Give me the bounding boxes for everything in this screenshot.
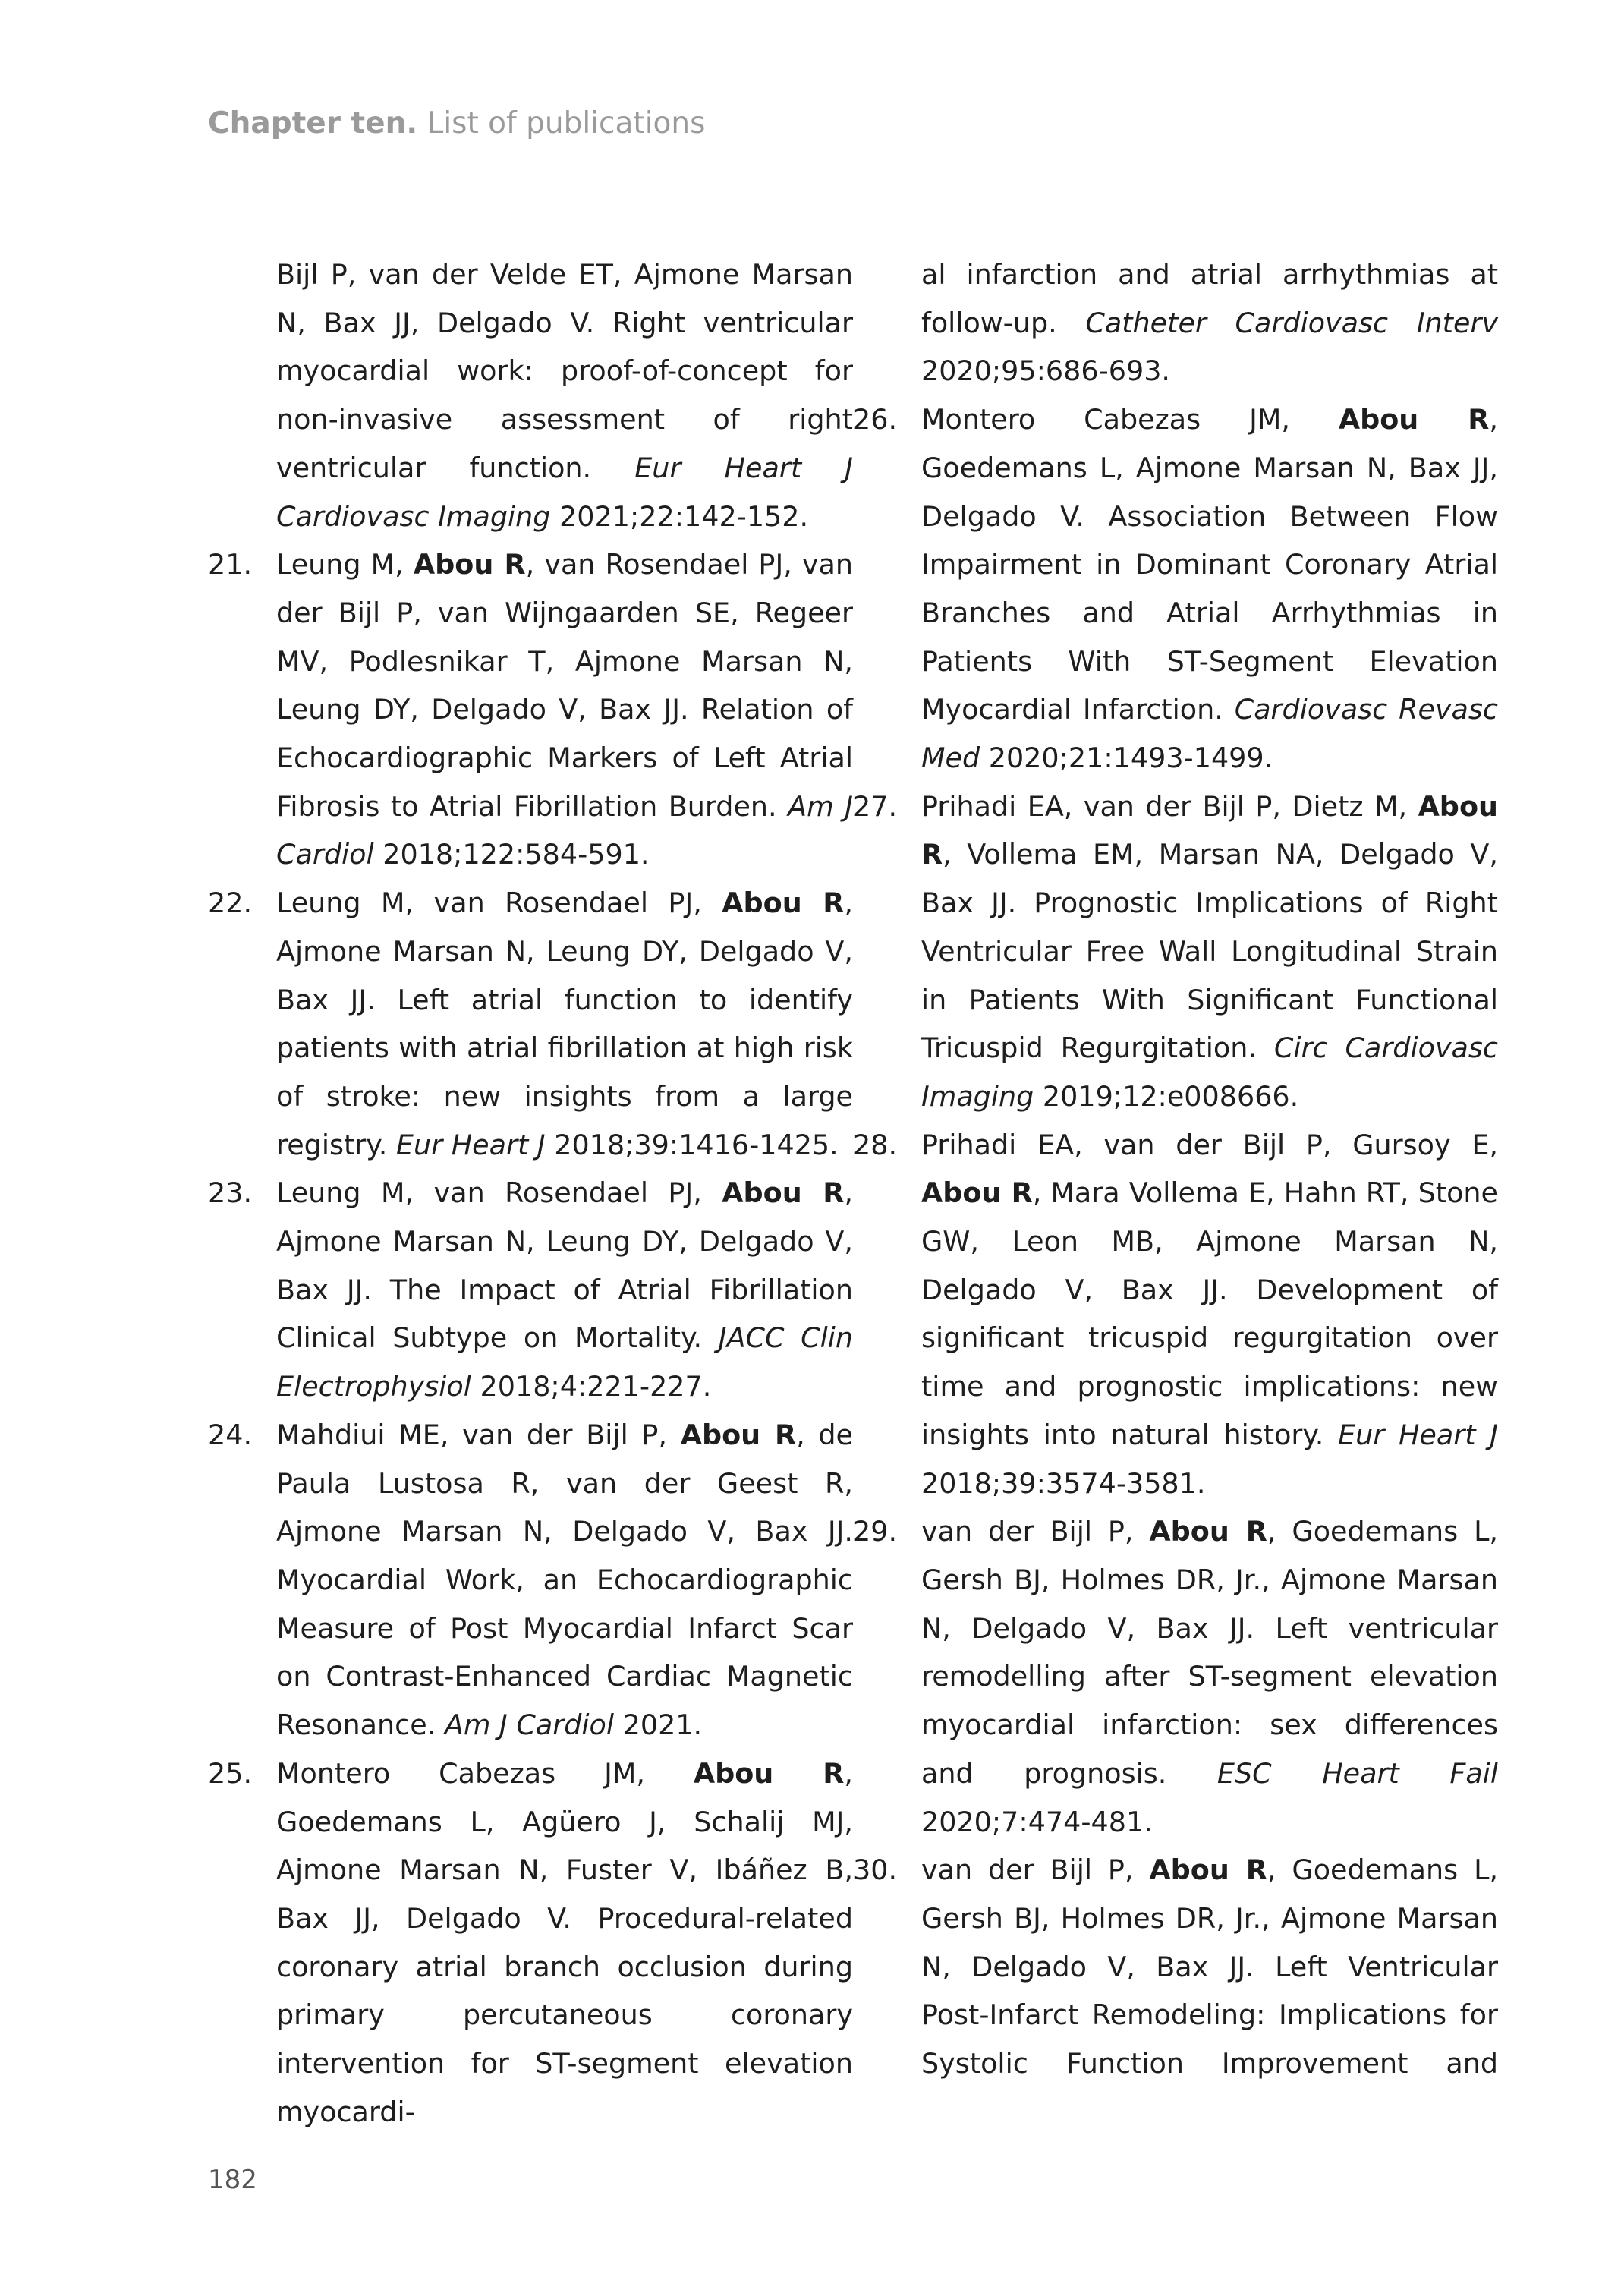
entry-number: 22. <box>208 887 253 920</box>
publication-entry <box>853 1846 1498 2088</box>
entry-text <box>276 1749 853 2137</box>
highlighted-author: Abou R <box>1338 403 1490 436</box>
entry-text <box>921 1507 1498 1846</box>
citation-text: 2018;122:584-591. <box>373 838 650 871</box>
citation-text: 2018;39:1416-1425. <box>545 1128 839 1161</box>
publication-entry <box>853 1507 1498 1846</box>
running-header <box>208 106 705 140</box>
citation-text: , Mara Vollema E, Hahn RT, Stone GW, Leon MB, Ajmone Marsan N, Delgado V, Bax JJ. Development of significant tricuspid regurgitation over time and prognostic implications: new insights into natural history. <box>921 1176 1499 1451</box>
entry-number: 21. <box>208 548 253 581</box>
citation-text: 2018;4:221-227. <box>471 1370 712 1403</box>
highlighted-author: Abou R <box>722 887 845 920</box>
citation-text: Montero Cabezas JM, <box>921 403 1339 436</box>
citation-text: Mahdiui ME, van der Bijl P, <box>276 1418 681 1451</box>
journal-name: ESC Heart Fail <box>1216 1756 1498 1790</box>
entry-text <box>276 879 853 1169</box>
chapter-title: List of publications <box>417 106 706 140</box>
publication-entry <box>208 1749 853 2137</box>
citation-text: , van Rosendael PJ, van der Bijl P, van Wijngaarden SE, Regeer MV, Podlesnikar T, Ajmone Marsan N, Leung DY, Delgado V, Bax JJ. Relation of Echocardiographic Markers of Left Atrial Fibrosis to Atrial Fibrillation Burden. <box>276 548 854 823</box>
chapter-label: Chapter ten. <box>208 106 418 140</box>
highlighted-author: Abou R <box>921 1176 1033 1210</box>
citation-text: Prihadi EA, van der Bijl P, Dietz M, <box>921 789 1418 823</box>
page-number: 182 <box>208 2165 257 2195</box>
publication-list-right <box>853 395 1498 2088</box>
journal-name: Circ Cardiovasc Imaging <box>921 1031 1498 1113</box>
publication-entry <box>208 879 853 1169</box>
journal-name: Am J Cardiol <box>444 1709 615 1742</box>
citation-text: Leung M, van Rosendael PJ, <box>276 1176 722 1210</box>
entry-number: 27. <box>853 789 898 823</box>
citation-text: , Ajmone Marsan N, Leung DY, Delgado V, Bax JJ. Left atrial function to identify patients with atrial fibrillation at high risk of stroke: new insights from a large registry. <box>276 887 854 1161</box>
publication-entry <box>208 540 853 879</box>
entry-number: 26. <box>853 403 898 436</box>
highlighted-author: Abou R <box>722 1176 845 1210</box>
citation-text: Leung M, van Rosendael PJ, <box>276 887 722 920</box>
publication-list-left <box>208 540 853 2136</box>
highlighted-author: Abou R <box>680 1418 797 1451</box>
journal-name: Eur Heart J <box>395 1128 546 1161</box>
citation-text: 2021;22:142-152. <box>550 499 809 533</box>
journal-name: Eur Heart J <box>1338 1418 1498 1451</box>
citation-text: 2020;95:686-693. <box>921 354 1171 388</box>
entry-text <box>921 250 1498 395</box>
citation-text: Leung M, <box>276 548 414 581</box>
entry-number: 24. <box>208 1418 253 1451</box>
publication-entry <box>208 1411 853 1749</box>
entry-number: 23. <box>208 1176 253 1210</box>
citation-text: , de Paula Lustosa R, van der Geest R, Ajmone Marsan N, Delgado V, Bax JJ. Myocardial Work, an Echocardiographic Measure of Post Myocardial Infarct Scar on Contrast-Enhanced Cardiac Magnetic Resonance. <box>276 1418 853 1742</box>
citation-text: Montero Cabezas JM, <box>276 1756 694 1790</box>
entry-number: 30. <box>853 1853 898 1887</box>
highlighted-author: Abou R <box>693 1756 845 1790</box>
right-column <box>853 250 1498 2088</box>
entry-number: 28. <box>853 1128 898 1161</box>
citation-text: 2020;7:474-481. <box>921 1805 1153 1838</box>
citation-text: 2018;39:3574-3581. <box>921 1466 1206 1500</box>
left-column <box>208 250 853 2136</box>
publication-entry <box>853 1121 1498 1508</box>
entry-text <box>276 1169 853 1411</box>
citation-text: 2019;12:e008666. <box>1034 1079 1299 1113</box>
highlighted-author: Abou R <box>921 789 1498 871</box>
journal-name: Eur Heart J Cardiovasc Imaging <box>276 451 853 533</box>
continuation-entry <box>853 250 1498 395</box>
journal-name: Cardiovasc Revasc Med <box>921 693 1498 775</box>
publication-entry <box>853 395 1498 783</box>
highlighted-author: Abou R <box>1149 1853 1267 1887</box>
citation-text: van der Bijl P, <box>921 1853 1150 1887</box>
entry-text <box>276 540 853 879</box>
citation-text: , Goedemans L, Agüero J, Schalij MJ, Ajmone Marsan N, Fuster V, Ibáñez B, Bax JJ, Delgado V. Procedural-related coronary atrial branch occlusion during primary percutaneous coronary intervention for ST-segment elevation myocardi- <box>276 1756 853 2128</box>
entry-number: 29. <box>853 1515 898 1548</box>
highlighted-author: Abou R <box>1149 1515 1267 1548</box>
citation-text: , Goedemans L, Gersh BJ, Holmes DR, Jr., Ajmone Marsan N, Delgado V, Bax JJ. Left Ventricular Post-Infarct Remodeling: Implications for Systolic Function Improvement and <box>921 1853 1499 2080</box>
entry-text <box>276 250 853 540</box>
journal-name: JACC Clin Electrophysiol <box>276 1321 853 1403</box>
citation-text: , Goedemans L, Ajmone Marsan N, Bax JJ, Delgado V. Association Between Flow Impairment in Dominant Coronary Atrial Branches and Atrial Arrhythmias in Patients With ST-Segment Elevation Myocardial Infarction. <box>921 403 1498 726</box>
entry-text <box>921 395 1498 783</box>
citation-text: , Vollema EM, Marsan NA, Delgado V, Bax JJ. Prognostic Implications of Right Ventricular Free Wall Longitudinal Strain in Patients With Significant Functional Tricuspid Regurgitation. <box>921 838 1498 1065</box>
entry-text <box>921 1846 1498 2088</box>
entry-number: 25. <box>208 1756 253 1790</box>
citation-text: al infarction and atrial arrhythmias at follow-up. <box>921 258 1498 339</box>
entry-text <box>276 1411 853 1749</box>
citation-text: Bijl P, van der Velde ET, Ajmone Marsan N, Bax JJ, Delgado V. Right ventricular myocardial work: proof-of-concept for non-invasive assessment of right ventricular function. <box>276 258 853 484</box>
citation-text: , Ajmone Marsan N, Leung DY, Delgado V, Bax JJ. The Impact of Atrial Fibrillation Clinical Subtype on Mortality. <box>276 1176 854 1355</box>
publication-entry <box>208 1169 853 1411</box>
publication-entry <box>853 783 1498 1121</box>
journal-name: Catheter Cardiovasc Interv <box>1085 306 1499 339</box>
continuation-entry <box>208 250 853 540</box>
citation-text: van der Bijl P, <box>921 1515 1150 1548</box>
citation-text: 2021. <box>614 1709 703 1742</box>
entry-text <box>921 1121 1498 1508</box>
entry-text <box>921 783 1498 1121</box>
highlighted-author: Abou R <box>413 548 526 581</box>
citation-text: , Goedemans L, Gersh BJ, Holmes DR, Jr., Ajmone Marsan N, Delgado V, Bax JJ. Left ventricular remodelling after ST-segment elevation myocardial infarction: sex differences and prognosis. <box>921 1515 1499 1790</box>
citation-text: 2020;21:1493-1499. <box>980 742 1273 775</box>
citation-text: Prihadi EA, van der Bijl P, Gursoy E, <box>921 1128 1498 1161</box>
journal-name: Am J Cardiol <box>276 789 853 871</box>
